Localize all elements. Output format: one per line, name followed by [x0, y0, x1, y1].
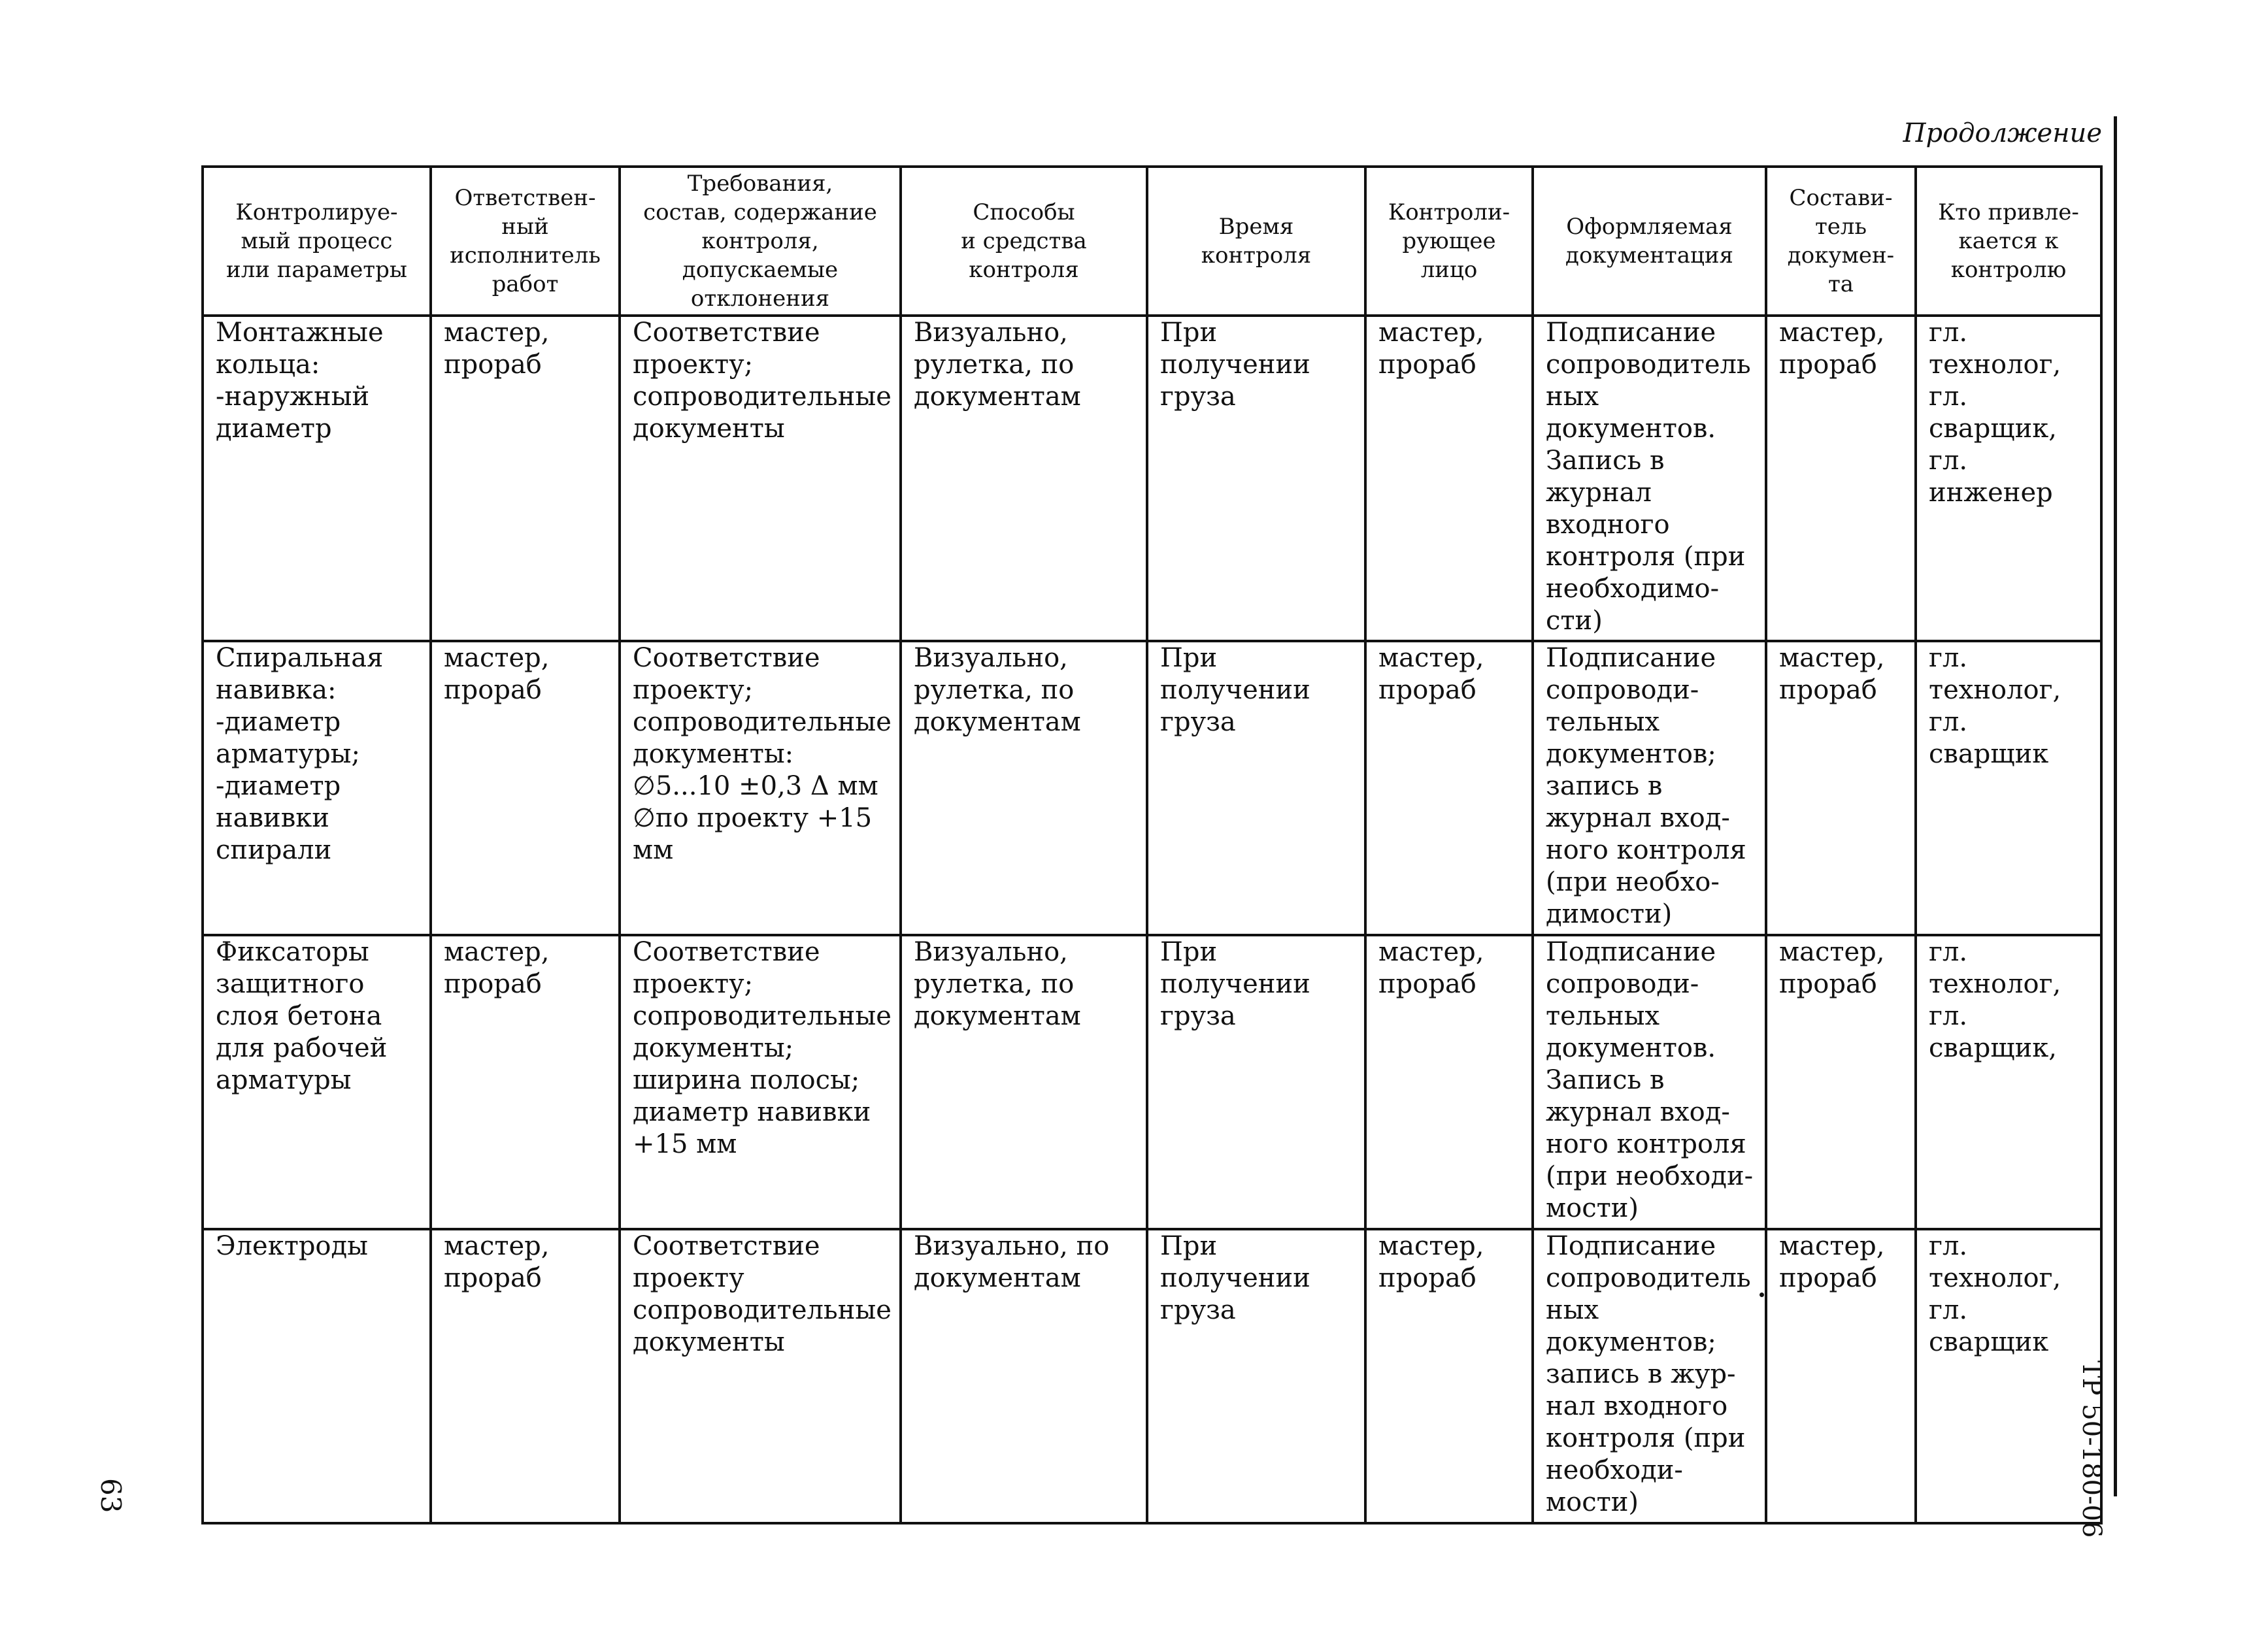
table-cell: мастер, прораб [1766, 641, 1916, 935]
table-cell: гл. технолог, гл. сварщик [1916, 641, 2101, 935]
table-cell: При получении груза [1147, 935, 1365, 1229]
table-cell: мастер, прораб [1766, 1229, 1916, 1523]
table-cell: Монтажные кольца: -наружный диаметр [203, 316, 431, 641]
document-code: ТР 50-180-06 [2076, 1360, 2107, 1538]
table-cell: При получении груза [1147, 641, 1365, 935]
table-cell: Подписание сопроводитель ных документов. Запись в журнал входного контроля (при необходимо- сти) [1533, 316, 1766, 641]
table-cell: гл. технолог, гл. сварщик, [1916, 935, 2101, 1229]
table-row [203, 935, 2101, 1229]
table-cell: Визуально, рулетка, по документам [901, 641, 1147, 935]
table-cell: гл. технолог, гл. сварщик, гл. инженер [1916, 316, 2101, 641]
header-responsible-executor: Ответствен- ный исполнитель работ [431, 167, 620, 316]
table-cell: мастер, прораб [1365, 1229, 1533, 1523]
page-number: 63 [95, 1478, 127, 1513]
table-cell: Подписание сопроводитель ных документов; запись в жур- нал входного контроля (при необходи- мости) [1533, 1229, 1766, 1523]
table-cell: Соответствие проекту; сопроводительные документы [620, 316, 901, 641]
table-cell: Подписание сопроводи- тельных документов. Запись в журнал вход- ного контроля (при необходи- мости) [1533, 935, 1766, 1229]
table-cell: мастер, прораб [431, 1229, 620, 1523]
table-cell: мастер, прораб [1365, 316, 1533, 641]
table-cell: Визуально, рулетка, по документам [901, 316, 1147, 641]
vertical-rule [2114, 116, 2117, 1496]
quality-control-table [201, 165, 2103, 1524]
scan-speck [1759, 1293, 1764, 1297]
header-document-compiler: Состави- тель докумен- та [1766, 167, 1916, 316]
table-cell: мастер, прораб [1365, 935, 1533, 1229]
table-row [203, 1229, 2101, 1523]
header-controlling-person: Контроли- рующее лицо [1365, 167, 1533, 316]
table-cell: мастер, прораб [431, 316, 620, 641]
table-header-row [203, 167, 2101, 316]
header-documentation: Оформляемая документация [1533, 167, 1766, 316]
table-cell: Фиксаторы защитного слоя бетона для рабочей арматуры [203, 935, 431, 1229]
table-cell: мастер, прораб [1766, 316, 1916, 641]
header-involved-in-control: Кто привле- кается к контролю [1916, 167, 2101, 316]
table-cell: мастер, прораб [431, 935, 620, 1229]
table-cell: мастер, прораб [1766, 935, 1916, 1229]
table-cell: При получении груза [1147, 1229, 1365, 1523]
header-control-time: Время контроля [1147, 167, 1365, 316]
header-requirements: Требования, состав, содержание контроля, допускаемые отклонения [620, 167, 901, 316]
table-cell: мастер, прораб [1365, 641, 1533, 935]
table-cell: Визуально, рулетка, по документам [901, 935, 1147, 1229]
table-cell: Спиральная навивка: -диаметр арматуры; -диаметр навивки спирали [203, 641, 431, 935]
table-cell: При получении груза [1147, 316, 1365, 641]
table-cell: Соответствие проекту; сопроводительные документы: ∅5...10 ±0,3 Δ мм ∅по проекту +15 мм [620, 641, 901, 935]
table-cell: Соответствие проекту; сопроводительные документы; ширина полосы; диаметр навивки +15 мм [620, 935, 901, 1229]
table-cell: Электроды [203, 1229, 431, 1523]
table-row [203, 641, 2101, 935]
table-cell: гл. технолог, гл. сварщик [1916, 1229, 2101, 1523]
header-controlled-process: Контролируе- мый процесс или параметры [203, 167, 431, 316]
header-control-methods: Способы и средства контроля [901, 167, 1147, 316]
table-cell: Соответствие проекту сопроводительные документы [620, 1229, 901, 1523]
continuation-label: Продолжение [1903, 118, 2102, 148]
table-cell: Визуально, по документам [901, 1229, 1147, 1523]
table-cell: мастер, прораб [431, 641, 620, 935]
table-row [203, 316, 2101, 641]
table-cell: Подписание сопроводи- тельных документов; запись в журнал вход- ного контроля (при необхо- димости) [1533, 641, 1766, 935]
